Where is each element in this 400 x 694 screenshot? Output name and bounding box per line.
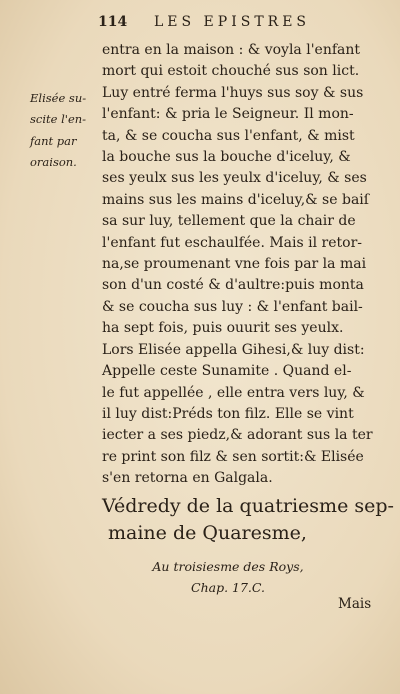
text-line: iecter a ses piedz,& adorant sus la ter bbox=[102, 427, 373, 444]
text-line: mains sus les mains d'iceluy,& se baiſ bbox=[102, 191, 369, 208]
text-line: Lors Elisée appella Gihesi,& luy dist: bbox=[102, 341, 365, 358]
margin-note-line: oraison. bbox=[30, 155, 77, 170]
text-line: l'enfant fut eschaulfée. Mais il retor- bbox=[102, 234, 362, 251]
text-line: Luy entré ferma l'huys sus soy & sus bbox=[102, 84, 364, 101]
text-line: ses yeulx sus les yeulx d'iceluy, & ses bbox=[102, 170, 367, 187]
body-text bbox=[102, 40, 382, 490]
page-number: 114 bbox=[98, 14, 128, 30]
text-line: il luy dist:Préds ton filz. Elle se vint bbox=[102, 405, 354, 422]
text-line: sa sur luy, tellement que la chair de bbox=[102, 213, 356, 230]
running-head: LES EPISTRES bbox=[154, 14, 311, 30]
scripture-reference bbox=[118, 556, 338, 598]
text-line: Appelle ceste Sunamite . Quand el- bbox=[102, 363, 352, 380]
text-line: re print son filz & sen sortit:& Elisée bbox=[102, 448, 364, 465]
margin-note-line: scite l'en- bbox=[30, 112, 87, 127]
text-line: mort qui estoit chouché sus son lict. bbox=[102, 63, 360, 80]
text-line: na,se proumenant vne fois par la mai bbox=[102, 256, 367, 273]
text-line: s'en retorna en Galgala. bbox=[102, 470, 273, 487]
section-heading bbox=[102, 493, 394, 547]
text-line: & se coucha sus luy : & l'enfant bail- bbox=[102, 298, 363, 315]
text-line: la bouche sus la bouche d'iceluy, & bbox=[102, 149, 351, 166]
margin-note-line: Elisée su- bbox=[30, 91, 87, 105]
text-line: son d'un costé & d'aultre:puis monta bbox=[102, 277, 364, 294]
heading-line: maine de Quaresme, bbox=[108, 522, 307, 544]
text-line: ta, & se coucha sus l'enfant, & mist bbox=[102, 127, 355, 144]
reference-line: Chap. 17.C. bbox=[191, 580, 265, 595]
text-line: entra en la maison : & voyla l'enfant bbox=[102, 42, 361, 58]
text-line: l'enfant: & pria le Seigneur. Il mon- bbox=[102, 106, 354, 123]
text-line: le fut appellée , elle entra vers luy, & bbox=[102, 384, 365, 401]
text-line: ha sept fois, puis ouurit ses yeulx. bbox=[102, 320, 344, 337]
catchword: Mais bbox=[338, 596, 372, 612]
reference-line: Au troisiesme des Roys, bbox=[152, 559, 304, 574]
margin-note bbox=[30, 88, 100, 174]
heading-line: Védredy de la quatriesme sep- bbox=[102, 495, 394, 517]
margin-note-line: fant par bbox=[30, 133, 77, 148]
page-header bbox=[98, 14, 368, 36]
